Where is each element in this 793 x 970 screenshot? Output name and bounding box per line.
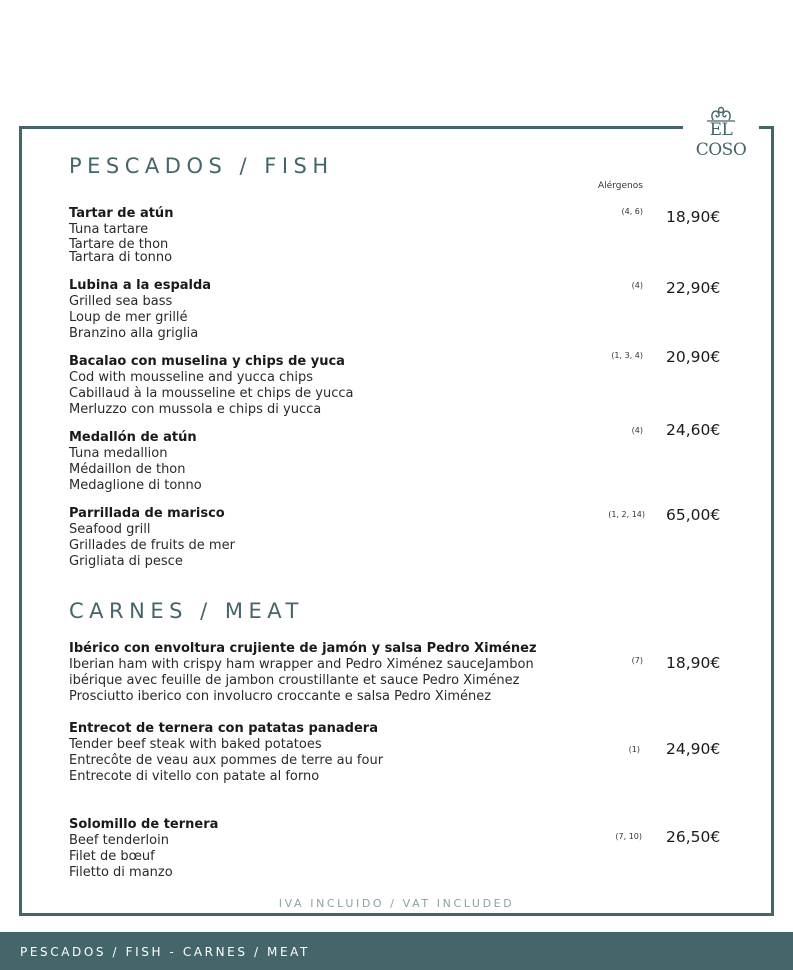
dish-name: Tartar de atún	[69, 206, 174, 221]
section-title-fish: PESCADOS / FISH	[69, 154, 334, 178]
dish-name: Medallón de atún	[69, 430, 197, 445]
dish-translation-en: Cod with mousseline and yucca chips	[69, 370, 314, 385]
bottom-bar	[0, 932, 793, 970]
dish-price: 24,60€	[666, 421, 721, 439]
dish-name: Parrillada de marisco	[69, 506, 225, 521]
allergen-codes: (7)	[631, 656, 643, 665]
dish-translation-it: Merluzzo con mussola e chips di yucca	[69, 402, 322, 417]
dish-name: Bacalao con muselina y chips de yuca	[69, 354, 345, 369]
dish-translation-fr: Loup de mer grillé	[69, 310, 188, 325]
dish-translation-en: Tender beef steak with baked potatoes	[69, 737, 322, 752]
dish-translation-fr: Médaillon de thon	[69, 462, 186, 477]
dish-translation-it: Filetto di manzo	[69, 865, 173, 880]
dish-price: 65,00€	[666, 506, 721, 524]
dish-price: 24,90€	[666, 740, 721, 758]
dish-price: 22,90€	[666, 279, 721, 297]
allergen-codes: (4)	[631, 426, 643, 435]
allergen-header: Alérgenos	[598, 181, 643, 191]
dish-name: Ibérico con envoltura crujiente de jamón y salsa Pedro Ximénez	[69, 641, 537, 656]
dish-translation-fr: Tartare de thon	[69, 237, 169, 252]
dish-price: 20,90€	[666, 348, 721, 366]
dish-translation-it: Medaglione di tonno	[69, 478, 202, 493]
dish-translation-it: Entrecote di vitello con patate al forno	[69, 769, 320, 784]
dish-translation-it: Branzino alla griglia	[69, 326, 199, 341]
vat-note: IVA INCLUIDO / VAT INCLUDED	[278, 897, 515, 910]
bottom-bar-label: PESCADOS / FISH - CARNES / MEAT	[20, 945, 310, 959]
menu-item	[69, 506, 589, 570]
menu-item	[69, 278, 589, 342]
menu-item	[69, 817, 589, 881]
allergen-codes: (7, 10)	[615, 832, 642, 841]
dish-translation-en: Beef tenderloin	[69, 833, 169, 848]
dish-translation-it: Prosciutto iberico con involucro croccante e salsa Pedro Ximénez	[69, 689, 492, 704]
dish-translation-en: Iberian ham with crispy ham wrapper and Pedro Ximénez sauceJambon	[69, 657, 534, 672]
dish-translation-fr: Entrecôte de veau aux pommes de terre au four	[69, 753, 384, 768]
dish-translation-en: Tuna medallion	[69, 446, 168, 461]
dish-name: Lubina a la espalda	[69, 278, 212, 293]
dish-translation-en: Seafood grill	[69, 522, 151, 537]
dish-translation-it: Grigliata di pesce	[69, 554, 183, 569]
dish-translation-en: Grilled sea bass	[69, 294, 173, 309]
restaurant-logo	[683, 104, 759, 160]
dish-translation-en: Tuna tartare	[69, 222, 149, 237]
dish-price: 26,50€	[666, 828, 721, 846]
dish-price: 18,90€	[666, 208, 721, 226]
allergen-codes: (1)	[628, 745, 640, 754]
dish-name: Entrecot de ternera con patatas panadera	[69, 721, 378, 736]
dish-translation-fr: Cabillaud à la mousseline et chips de yucca	[69, 386, 354, 401]
section-title-meat: CARNES / MEAT	[69, 599, 304, 623]
logo-wordmark: EL COSO	[695, 120, 747, 160]
dish-name: Solomillo de ternera	[69, 817, 219, 832]
menu-item	[69, 430, 589, 494]
allergen-codes: (4)	[631, 281, 643, 290]
menu-item	[69, 206, 589, 265]
allergen-codes: (1, 3, 4)	[611, 351, 643, 360]
allergen-codes: (1, 2, 14)	[608, 510, 645, 519]
dish-translation-fr: Grillades de fruits de mer	[69, 538, 235, 553]
menu-item	[69, 721, 589, 785]
dish-translation-fr: Filet de bœuf	[69, 849, 155, 864]
dish-price: 18,90€	[666, 654, 721, 672]
menu-item	[69, 641, 589, 705]
dish-translation-it: Tartara di tonno	[69, 250, 173, 265]
allergen-codes: (4, 6)	[621, 207, 643, 216]
menu-item	[69, 354, 589, 418]
dish-translation-fr: ibérique avec feuille de jambon croustillante et sauce Pedro Ximénez	[69, 673, 520, 688]
